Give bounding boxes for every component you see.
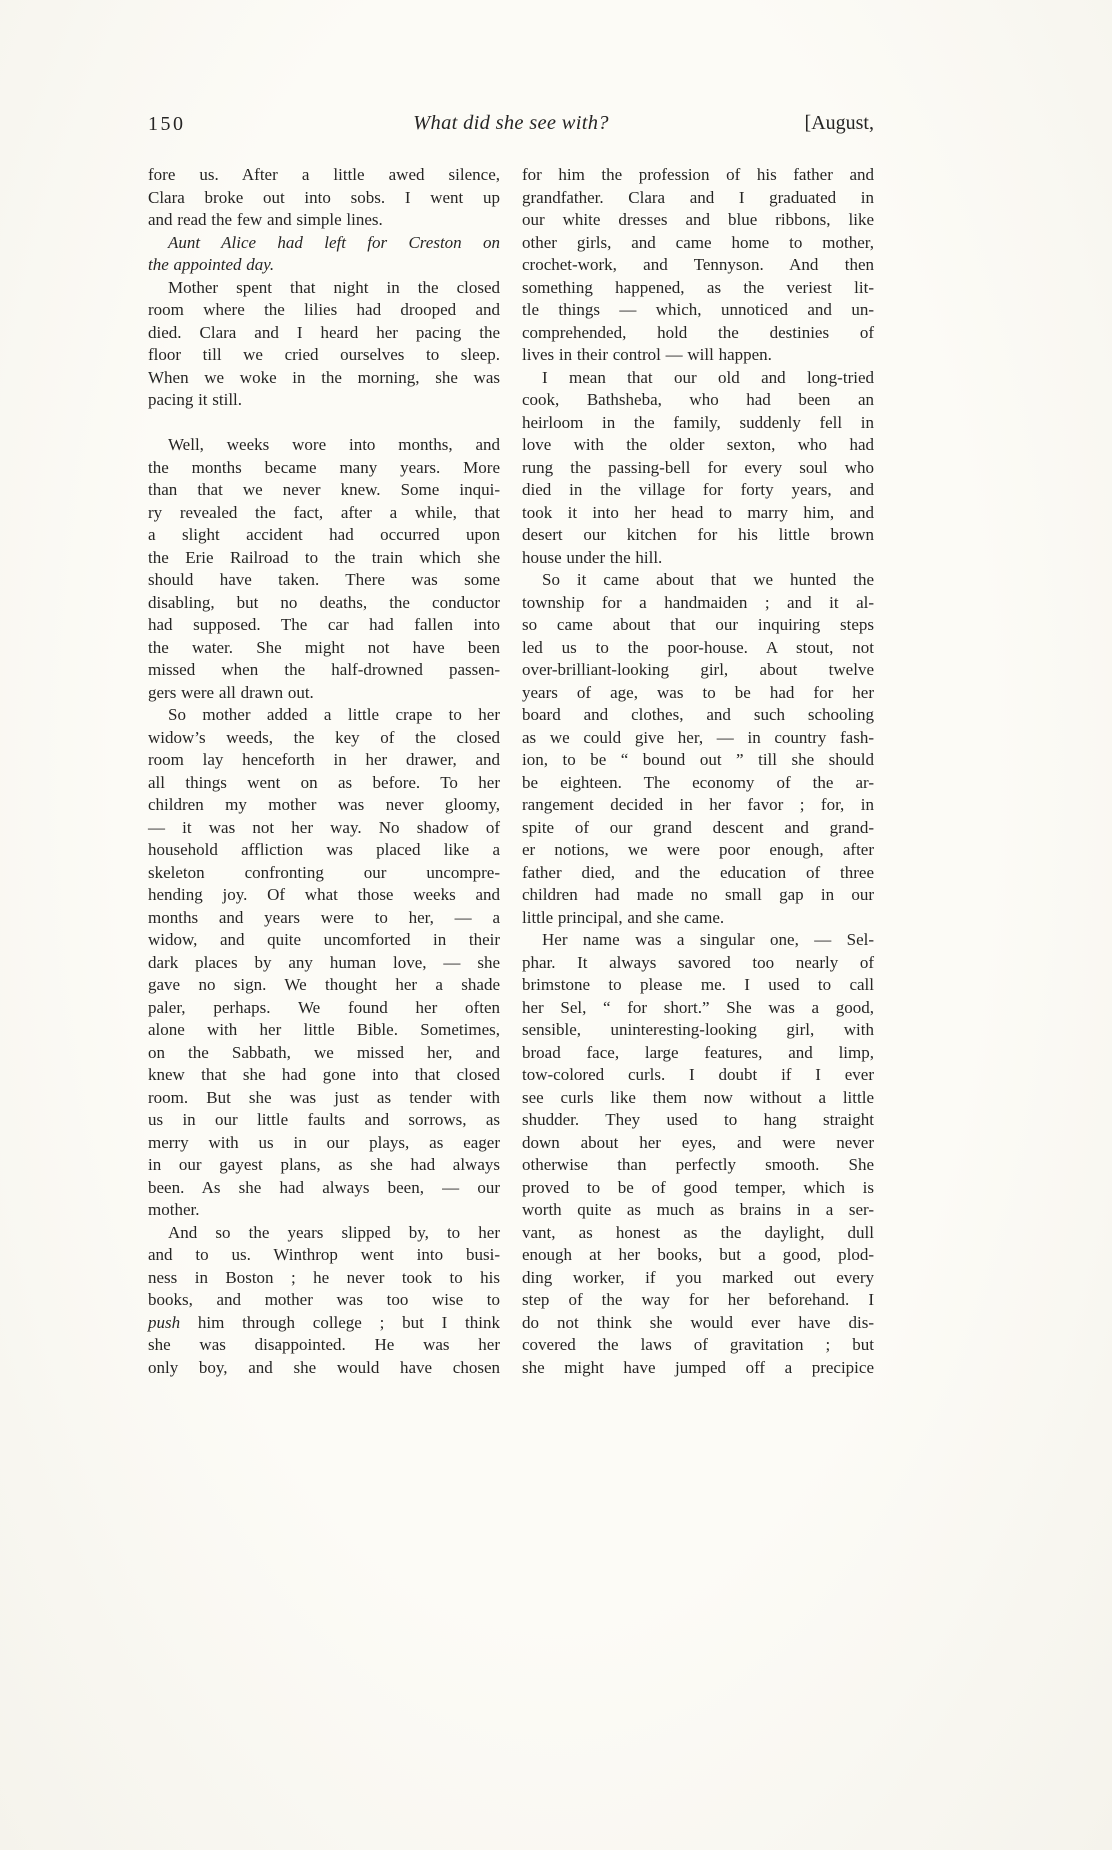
paragraph (148, 1222, 500, 1380)
text-line: shudder. They used to hang straight (522, 1110, 874, 1129)
text-line: room lay henceforth in her drawer, and (148, 750, 500, 769)
paragraph (522, 367, 874, 570)
text-line: be eighteen. The economy of the ar- (522, 772, 874, 792)
text-line: So mother added a little crape to her (168, 705, 500, 724)
text-line: tow-colored curls. I doubt if I ever (522, 1065, 874, 1084)
text-line: sensible, uninteresting-looking girl, with (522, 1020, 874, 1039)
text-line: cook, Bathsheba, who had been an (522, 390, 874, 409)
text-line: dark places by any human love, — she (148, 952, 500, 972)
text-line: Aunt Alice had left for Creston on (168, 232, 500, 252)
page-header (148, 112, 874, 142)
text-line: brimstone to please me. I used to call (522, 975, 874, 994)
text-line: ry revealed the fact, after a while, that (148, 502, 500, 522)
text-line: she was disappointed. He was her (148, 1335, 500, 1354)
text-line: board and clothes, and such schooling (522, 705, 874, 724)
text-line: gave no sign. We thought her a shade (148, 975, 500, 994)
text-line: tle things — which, unnoticed and un- (522, 300, 874, 319)
text-line: only boy, and she would have chosen (148, 1357, 500, 1377)
text-line: When we woke in the morning, she was (148, 367, 500, 387)
text-line: phar. It always savored too nearly of (522, 952, 874, 972)
text-line: and to us. Winthrop went into busi- (148, 1245, 500, 1264)
text-line: crochet-work, and Tennyson. And then (522, 255, 874, 274)
text-line: household affliction was placed like a (148, 840, 500, 859)
text-line: our white dresses and blue ribbons, like (522, 210, 874, 229)
text-line: do not think she would ever have dis- (522, 1312, 874, 1332)
text-line: enough at her books, but a good, plod- (522, 1245, 874, 1264)
text-line: rung the passing-bell for every soul who (522, 457, 874, 477)
text-line: and read the few and simple lines. (148, 210, 383, 229)
paragraph (522, 164, 874, 367)
text-line: spite of our grand descent and grand- (522, 817, 874, 837)
text-line: ding worker, if you marked out every (522, 1267, 874, 1287)
paragraph (148, 164, 500, 232)
paragraph (148, 704, 500, 1222)
text-line: years of age, was to be had for her (522, 682, 874, 702)
text-line: down about her eyes, and were never (522, 1132, 874, 1152)
text-line: father died, and the education of three (522, 862, 874, 882)
text-line: Clara broke out into sobs. I went up (148, 187, 500, 207)
text-line: the Erie Railroad to the train which she (148, 547, 500, 567)
text-column-right (522, 164, 874, 1379)
text-line: see curls like them now without a little (522, 1087, 874, 1107)
text-line: on the Sabbath, we missed her, and (148, 1042, 500, 1062)
text-line: died. Clara and I heard her pacing the (148, 322, 500, 342)
text-line: a slight accident had occurred upon (148, 525, 500, 544)
text-line: should have taken. There was some (148, 570, 500, 589)
text-line: room where the lilies had drooped and (148, 300, 500, 319)
issue-date-label: [August, (804, 112, 874, 134)
text-line: knew that she had gone into that closed (148, 1065, 500, 1084)
text-line: rangement decided in her favor ; for, in (522, 795, 874, 814)
text-line: ion, to be “ bound out ” till she should (522, 750, 874, 769)
text-line: ness in Boston ; he never took to his (148, 1267, 500, 1287)
text-line: led us to the poor-house. A stout, not (522, 637, 874, 657)
text-line: heirloom in the family, suddenly fell in (522, 412, 874, 432)
text-line: all things went on as before. To her (148, 772, 500, 792)
page-number: 150 (148, 113, 186, 135)
text-line: than that we never knew. Some inqui- (148, 480, 500, 499)
running-title: What did she see with? (413, 112, 609, 134)
text-line: mother. (148, 1200, 200, 1219)
text-line: house under the hill. (522, 547, 663, 567)
text-line: been. As she had always been, — our (148, 1177, 500, 1197)
text-line: lives in their control — will happen. (522, 345, 772, 364)
text-line: something happened, as the veriest lit- (522, 277, 874, 297)
quoted-note-paragraph (148, 232, 500, 277)
text-line: the appointed day. (148, 255, 275, 274)
text-column-left (148, 164, 500, 1379)
text-line: children had made no small gap in our (522, 885, 874, 904)
text-line: paler, perhaps. We found her often (148, 997, 500, 1017)
text-line: step of the way for her beforehand. I (522, 1290, 874, 1309)
text-line: disabling, but no deaths, the conductor (148, 592, 500, 612)
text-line: merry with us in our plays, as eager (148, 1132, 500, 1152)
text-line: So it came about that we hunted the (542, 570, 874, 589)
text-line: Well, weeks wore into months, and (168, 435, 500, 454)
text-line: room. But she was just as tender with (148, 1087, 500, 1107)
paragraph (522, 929, 874, 1379)
text-line: hending joy. Of what those weeks and (148, 885, 500, 904)
text-line: widow, and quite uncomforted in their (148, 930, 500, 949)
text-line: desert our kitchen for his little brown (522, 525, 874, 544)
text-line: in our gayest plans, as she had always (148, 1155, 500, 1174)
text-line: gers were all drawn out. (148, 682, 314, 702)
text-line: over-brilliant-looking girl, about twelve (522, 660, 874, 679)
text-line: had supposed. The car had fallen into (148, 615, 500, 634)
text-line: er notions, we were poor enough, after (522, 840, 874, 859)
text-line: as we could give her, — in country fash- (522, 727, 874, 747)
text-line: us in our little faults and sorrows, as (148, 1110, 500, 1129)
paragraph (148, 277, 500, 412)
text-line: Her name was a singular one, — Sel- (542, 930, 874, 949)
text-line: worth quite as much as brains in a ser- (522, 1200, 874, 1219)
text-line: otherwise than perfectly smooth. She (522, 1155, 874, 1174)
text-line: books, and mother was too wise to (148, 1290, 500, 1309)
text-line: for him the profession of his father and (522, 165, 874, 184)
text-line: so came about that our inquiring steps (522, 615, 874, 634)
paragraph (522, 569, 874, 929)
text-line: other girls, and came home to mother, (522, 232, 874, 252)
paragraph (148, 434, 500, 704)
page-body (148, 164, 874, 1379)
text-line: the water. She might not have been (148, 637, 500, 657)
text-line: skeleton confronting our uncompre- (148, 862, 500, 882)
text-line: covered the laws of gravitation ; but (522, 1335, 874, 1354)
paragraph-gap (148, 412, 500, 435)
text-line: floor till we cried ourselves to sleep. (148, 345, 500, 364)
text-line: missed when the half-drowned passen- (148, 660, 500, 679)
text-line: Mother spent that night in the closed (168, 277, 500, 297)
text-line: pacing it still. (148, 390, 243, 409)
text-line: alone with her little Bible. Sometimes, (148, 1020, 500, 1039)
text-line: And so the years slipped by, to her (168, 1222, 500, 1242)
text-line: — it was not her way. No shadow of (148, 817, 500, 837)
text-line: township for a handmaiden ; and it al- (522, 592, 874, 612)
text-line: broad face, large features, and limp, (522, 1042, 874, 1062)
text-line: I mean that our old and long-tried (542, 367, 874, 387)
text-line: grandfather. Clara and I graduated in (522, 187, 874, 207)
text-line: fore us. After a little awed silence, (148, 165, 500, 184)
text-line: months and years were to her, — a (148, 907, 500, 927)
text-line: love with the older sexton, who had (522, 435, 874, 454)
text-line: vant, as honest as the daylight, dull (522, 1222, 874, 1242)
text-line: comprehended, hold the destinies of (522, 322, 874, 342)
text-line: she might have jumped off a precipice (522, 1357, 874, 1377)
text-line: little principal, and she came. (522, 907, 725, 927)
text-line: her Sel, “ for short.” She was a good, (522, 997, 874, 1017)
text-line: push him through college ; but I think (148, 1312, 500, 1332)
text-line: took it into her head to marry him, and (522, 502, 874, 522)
text-line: the months became many years. More (148, 457, 500, 477)
text-line: widow’s weeds, the key of the closed (148, 727, 500, 747)
text-line: died in the village for forty years, and (522, 480, 874, 499)
text-line: proved to be of good temper, which is (522, 1177, 874, 1197)
text-line: children my mother was never gloomy, (148, 795, 500, 814)
